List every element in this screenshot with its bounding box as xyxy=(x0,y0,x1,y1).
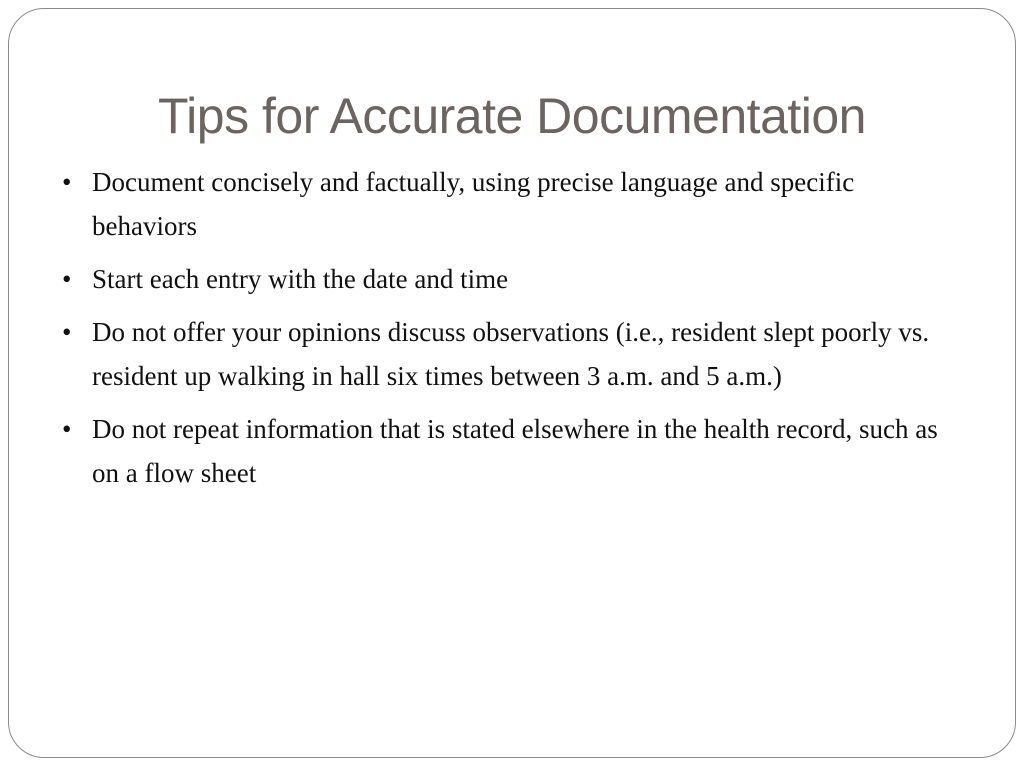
bullet-item-1 xyxy=(62,160,942,248)
bullet-icon: • xyxy=(62,414,72,444)
bullet-list xyxy=(62,160,942,504)
bullet-text-1: Document concisely and factually, using precise language and specific behaviors xyxy=(92,167,855,241)
bullet-icon: • xyxy=(62,317,72,347)
bullet-text-4: Do not repeat information that is stated elsewhere in the health record, such as on a flow sheet xyxy=(92,414,938,488)
bullet-item-3 xyxy=(62,310,942,398)
bullet-text-2: Start each entry with the date and time xyxy=(92,264,509,294)
bullet-text-3: Do not offer your opinions discuss observations (i.e., resident slept poorly vs. resident up walking in hall six times between 3 a.m. and 5 a.m.) xyxy=(92,317,930,391)
bullet-item-4 xyxy=(62,407,942,495)
bullet-item-2 xyxy=(62,257,942,301)
bullet-icon: • xyxy=(62,167,72,197)
slide-title: Tips for Accurate Documentation xyxy=(158,88,866,144)
bullet-icon: • xyxy=(62,264,72,294)
